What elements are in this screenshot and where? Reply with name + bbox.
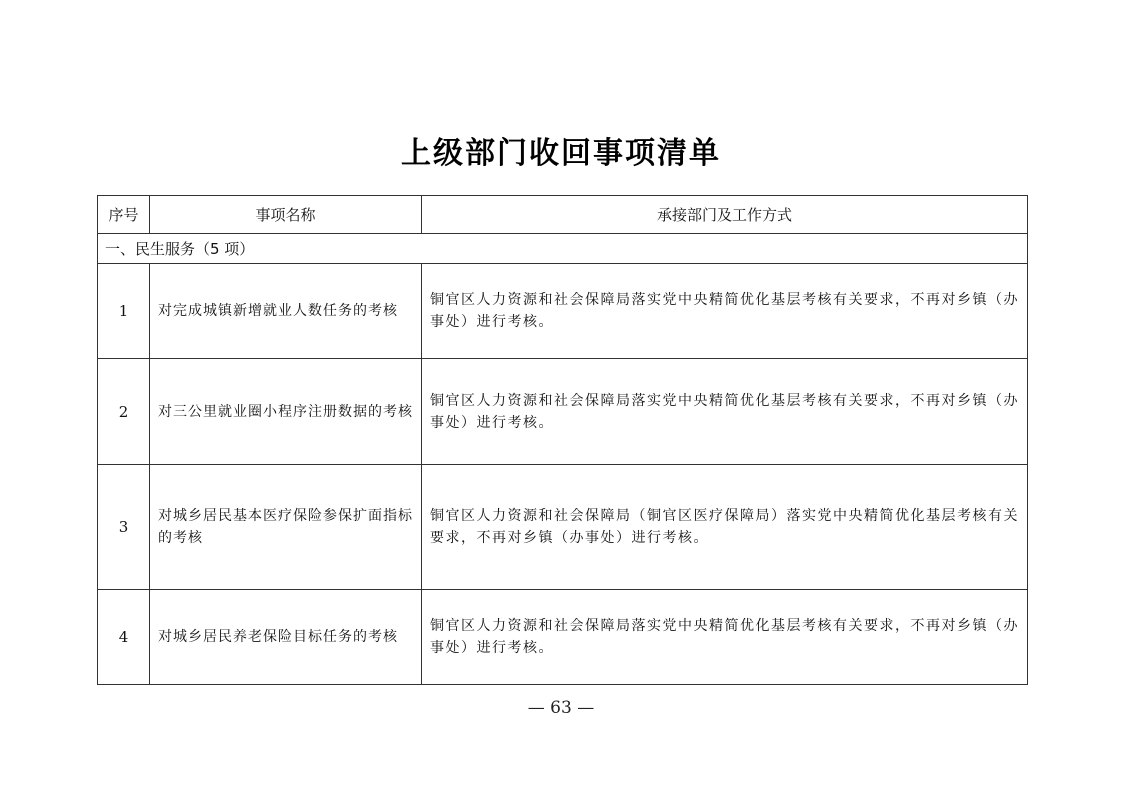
row-item-name: 对城乡居民基本医疗保险参保扩面指标的考核 [150,465,422,590]
row-item-name: 对三公里就业圈小程序注册数据的考核 [150,359,422,465]
row-department: 铜官区人力资源和社会保障局落实党中央精简优化基层考核有关要求，不再对乡镇（办事处）进行考核。 [422,264,1028,359]
row-department: 铜官区人力资源和社会保障局（铜官区医疗保障局）落实党中央精简优化基层考核有关要求，不再对乡镇（办事处）进行考核。 [422,465,1028,590]
row-department: 铜官区人力资源和社会保障局落实党中央精简优化基层考核有关要求，不再对乡镇（办事处）进行考核。 [422,359,1028,465]
page-number: — 63 — [527,698,595,718]
table-header-row [98,196,1028,234]
row-number: 4 [98,590,150,685]
section-row [98,234,1028,264]
row-number: 2 [98,359,150,465]
header-item-name: 事项名称 [150,196,422,234]
page-title: 上级部门收回事项清单 [401,136,721,171]
row-item-name: 对城乡居民养老保险目标任务的考核 [150,590,422,685]
row-department: 铜官区人力资源和社会保障局落实党中央精简优化基层考核有关要求，不再对乡镇（办事处）进行考核。 [422,590,1028,685]
table-row [98,359,1028,465]
section-title: 一、民生服务（5 项） [98,234,1028,264]
header-number: 序号 [98,196,150,234]
header-department: 承接部门及工作方式 [422,196,1028,234]
table-row [98,590,1028,685]
row-number: 3 [98,465,150,590]
items-table [97,195,1028,685]
row-number: 1 [98,264,150,359]
table-row [98,264,1028,359]
table-row [98,465,1028,590]
row-item-name: 对完成城镇新增就业人数任务的考核 [150,264,422,359]
